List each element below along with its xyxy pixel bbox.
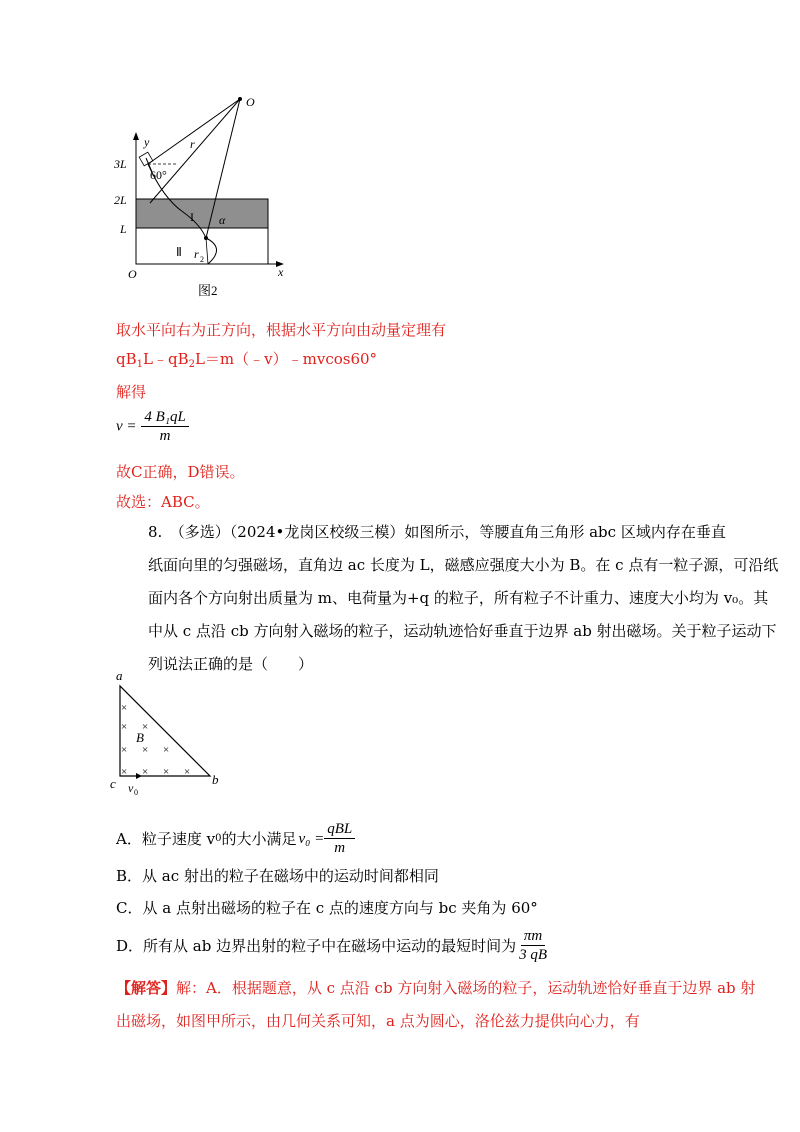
option-A-fraction <box>324 820 355 857</box>
question-8-line-2: 纸面向里的匀强磁场，直角边 ac 长度为 L，磁感应强度大小为 B。在 c 点有一粒子源，可沿纸 <box>148 556 779 574</box>
cross: × <box>163 744 170 756</box>
option-A-lhs: v₀ = <box>298 830 325 847</box>
cross: × <box>121 744 128 756</box>
solution-line-5: 故C正确，D错误。 <box>116 463 245 481</box>
label-alpha: α <box>219 213 226 227</box>
solution-line-1: 取水平向右为正方向，根据水平方向由动量定理有 <box>116 321 447 339</box>
label-B: B <box>136 730 144 745</box>
option-B: B．从 ac 射出的粒子在磁场中的运动时间都相同 <box>116 867 439 885</box>
cross: × <box>142 766 149 778</box>
label-origin: O <box>128 267 137 281</box>
option-D-label: D．所有从 ab 边界出射的粒子中在磁场中运动的最短时间为 <box>116 936 517 955</box>
option-A-numerator: qBL <box>324 820 355 839</box>
eq-sub-1: 1 <box>136 359 143 370</box>
label-a: a <box>116 668 123 683</box>
eq-part-2: L﹣qB <box>143 350 189 368</box>
option-A <box>116 820 355 857</box>
figure-2 <box>108 88 298 303</box>
label-x: x <box>278 265 284 279</box>
cross: × <box>184 766 191 778</box>
point-r2 <box>204 236 208 240</box>
cross: × <box>142 744 149 756</box>
label-I: I <box>190 210 194 224</box>
label-b: b <box>212 772 219 787</box>
field-crosses <box>121 702 190 778</box>
figure-2-diagram <box>108 88 298 303</box>
option-D-fraction <box>516 927 550 964</box>
answer <box>116 972 756 1038</box>
question-8-line-3: 面内各个方向射出质量为 m、电荷量为+q 的粒子，所有粒子不计重力、速度大小均为 v₀。其 <box>148 589 769 607</box>
cross: × <box>142 721 149 733</box>
option-A-denominator: m <box>334 840 346 856</box>
label-L: L <box>120 222 127 236</box>
cross: × <box>163 766 170 778</box>
figure-caption: 图2 <box>198 283 218 298</box>
chord-line <box>150 99 240 203</box>
triangle-figure <box>108 668 228 798</box>
label-v0-sub: 0 <box>134 788 138 797</box>
solution-line-6: 故选：ABC。 <box>116 493 210 511</box>
label-2L: 2L <box>114 193 127 207</box>
point-O <box>238 97 242 101</box>
cross: × <box>121 766 128 778</box>
eq-part-3: L＝m（﹣v）﹣mvcos60° <box>194 350 378 368</box>
answer-line-1 <box>116 972 756 1005</box>
eq-sub-2: 2 <box>188 359 195 370</box>
label-r2-sub: 2 <box>200 255 204 264</box>
question-8 <box>116 516 779 681</box>
option-C: C．从 a 点射出磁场的粒子在 c 点的速度方向与 bc 夹角为 60° <box>116 899 538 917</box>
eq-part-1: qB <box>116 350 137 368</box>
answer-tag: 【解答】 <box>116 979 177 997</box>
label-v0: v <box>128 781 134 795</box>
option-A-label-2: 的大小满足 <box>221 829 297 848</box>
solution-line-3: 解得 <box>116 383 147 401</box>
label-r: r <box>190 137 195 151</box>
velocity-lhs: v = <box>116 418 137 435</box>
cross: × <box>121 721 128 733</box>
label-II: Ⅱ <box>176 245 182 259</box>
label-r2: r <box>194 247 199 261</box>
option-D-denominator: 3 qB <box>519 947 548 963</box>
label-y: y <box>144 135 150 149</box>
velocity-numerator: 4 B₁qL <box>141 408 188 427</box>
velocity-fraction <box>141 408 188 445</box>
cross: × <box>121 702 128 714</box>
option-D <box>116 927 550 964</box>
answer-line-2: 出磁场，如图甲所示，由几何关系可知，a 点为圆心，洛伦兹力提供向心力，有 <box>116 1012 640 1030</box>
question-8-line-4: 中从 c 点沿 cb 方向射入磁场的粒子，运动轨迹恰好垂直于边界 ab 射出磁场。关于粒子运动下 <box>148 622 777 640</box>
velocity-denominator: m <box>159 428 171 444</box>
label-3L: 3L <box>114 157 127 171</box>
triangle-abc <box>120 686 210 776</box>
momentum-equation <box>116 349 377 375</box>
question-8-line-1: 8. （多选）（2024•龙岗区校级三模）如图所示，等腰直角三角形 abc 区域内存在垂直 <box>148 523 726 541</box>
label-c: c <box>110 776 116 791</box>
triangle-diagram <box>108 668 228 798</box>
option-D-numerator: πm <box>521 927 545 946</box>
answer-text-1: 解：A．根据题意，从 c 点沿 cb 方向射入磁场的粒子，运动轨迹恰好垂直于边界 ab 射 <box>176 979 756 997</box>
region-I <box>136 199 268 228</box>
option-A-label: A．粒子速度 v <box>116 829 216 848</box>
y-axis-arrow <box>133 132 139 140</box>
label-60: 60° <box>150 168 167 182</box>
question-8-line-5: 列说法正确的是（ ） <box>148 655 314 673</box>
option-A-sub: 0 <box>215 832 222 844</box>
label-O-top: O <box>246 95 255 109</box>
velocity-formula <box>116 408 189 445</box>
